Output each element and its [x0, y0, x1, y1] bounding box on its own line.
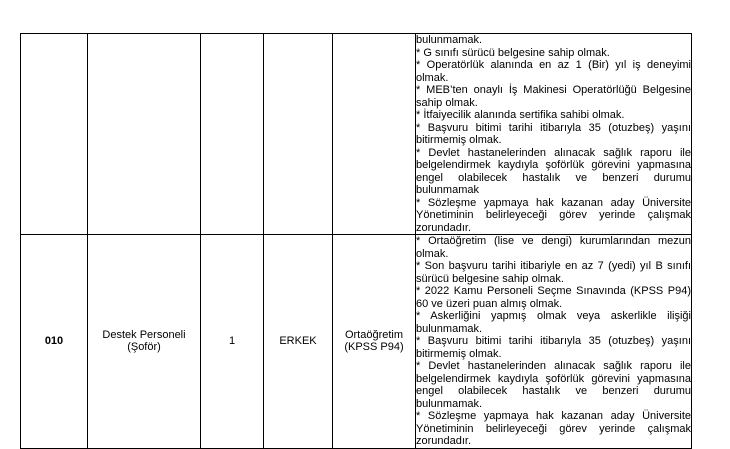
requirement-item: bulunmamak.: [416, 34, 483, 46]
position-count: [201, 34, 264, 235]
education-exam: (KPSS P94): [344, 341, 404, 354]
requirement-item: * G sınıfı sürücü belgesine sahip olmak.: [416, 46, 610, 59]
education-level: [333, 34, 416, 235]
gender: ERKEK: [264, 235, 333, 449]
requirement-item: * Operatörlük alanında en az 1 (Bir) yıl iş deneyimi olmak.: [416, 59, 691, 84]
requirement-item: * MEB’ten onaylı İş Makinesi Operatörlüğü Belgesine sahip olmak.: [416, 84, 691, 109]
requirement-item: * Devlet hastanelerinden alınacak sağlık raporu ile belgelendirmek kaydıyla şoförlük görevini yapmasına engel olabilecek hastalık ve benzeri durumu bulunmamak: [416, 146, 691, 196]
requirements-cell: [416, 235, 692, 449]
requirement-item: * İtfaiyecilik alanında sertifika sahibi olmak.: [416, 109, 625, 121]
education-cell: [333, 235, 416, 449]
position-code: [21, 34, 88, 235]
position-title: Destek Personeli (Şoför): [88, 235, 201, 449]
position-code: 010: [21, 235, 88, 449]
requirement-item: * Sözleşme yapmaya hak kazanan aday Üniversite Yönetiminin belirleyeceği görev yerinde çalışmak zorundadır.: [416, 196, 691, 234]
gender: [264, 34, 333, 235]
requirement-item: * 2022 Kamu Personeli Seçme Sınavında (KPSS P94) 60 ve üzeri puan almış olmak.: [416, 285, 691, 310]
requirement-item: * Devlet hastanelerinden alınacak sağlık raporu ile belgelendirmek kaydıyla şoförlük görevini yapmasına engel olabilecek hastalık ve benzeri durumu bulunmamak.: [416, 360, 691, 410]
requirements-cell: [416, 34, 692, 235]
position-count: 1: [201, 235, 264, 449]
education-level: Ortaöğretim: [344, 328, 404, 341]
requirement-item: * Başvuru bitimi tarihi itibarıyla 35 (otuzbeş) yaşını bitirmemiş olmak.: [416, 121, 691, 146]
requirement-item: * Sözleşme yapmaya hak kazanan aday Üniversite Yönetiminin belirleyeceği görev yerinde çalışmak zorundadır.: [416, 410, 691, 447]
requirement-item: * Son başvuru tarihi itibariyle en az 7 (yedi) yıl B sınıfı sürücü belgesine sahip olmak.: [416, 260, 691, 285]
requirement-item: * Askerliğini yapmış olmak veya askerlikle ilişiği bulunmamak.: [416, 310, 691, 335]
table-row: [21, 235, 692, 449]
requirement-item: * Ortaöğretim (lise ve dengi) kurumlarından mezun olmak.: [416, 235, 691, 260]
positions-table: [20, 33, 692, 449]
position-title: [88, 34, 201, 235]
table-row: [21, 34, 692, 235]
requirement-item: * Başvuru bitimi tarihi itibarıyla 35 (otuzbeş) yaşını bitirmemiş olmak.: [416, 335, 691, 360]
